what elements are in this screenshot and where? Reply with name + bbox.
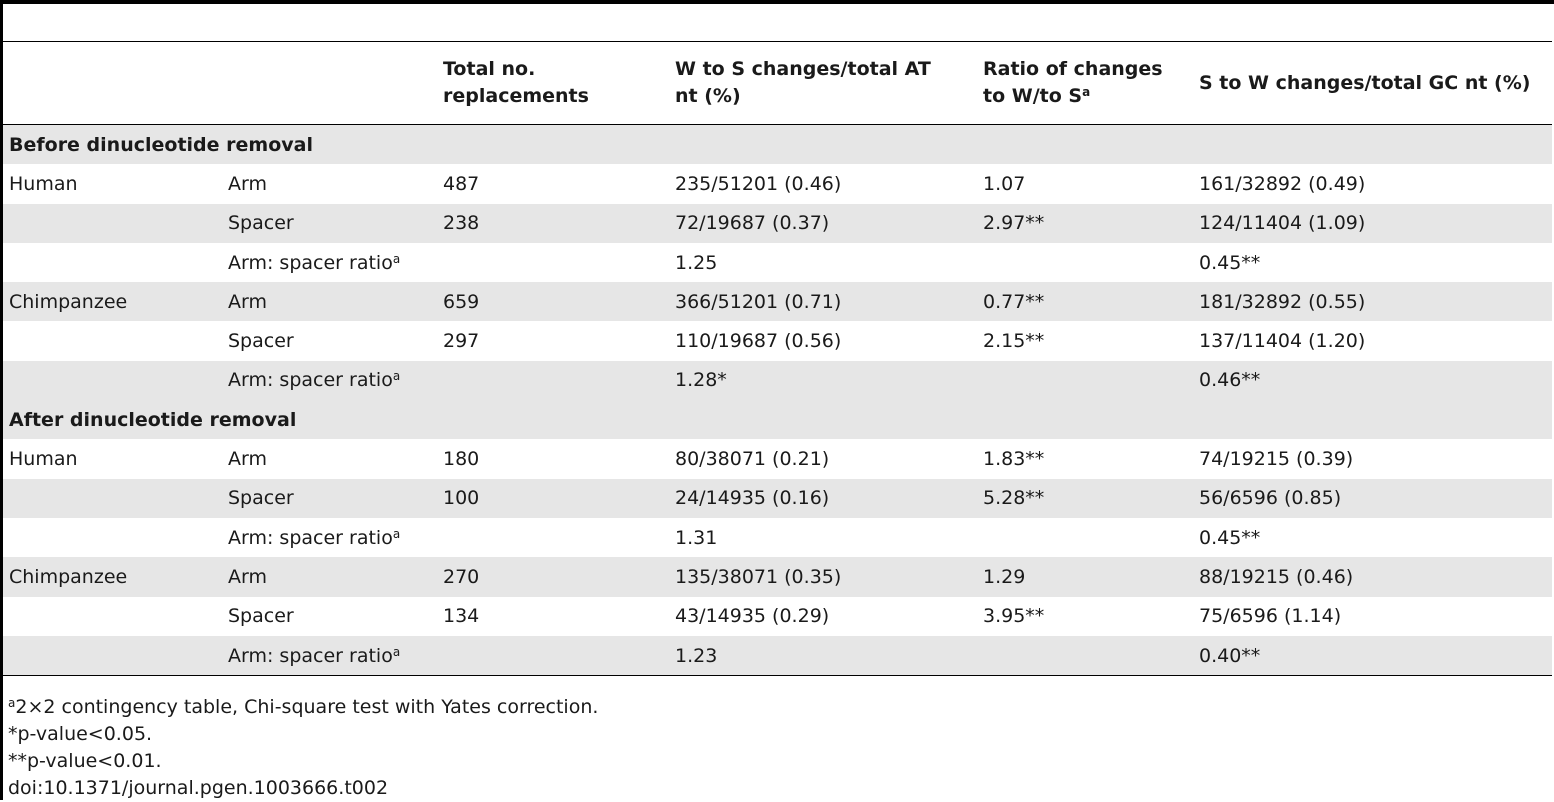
cell-species [3, 479, 222, 518]
footnote-text: 2×2 contingency table, Chi-square test with Yates correction. [15, 696, 599, 718]
table-row [3, 557, 1552, 596]
cell-ratio-text: 2.15** [983, 330, 1045, 353]
table-row [3, 361, 1552, 400]
table-row [3, 518, 1552, 557]
cell-ratio [977, 479, 1193, 518]
cell-species [3, 282, 222, 321]
cell-species [3, 597, 222, 636]
cell-ratio [977, 557, 1193, 596]
cell-ratio-text: 0.77** [983, 290, 1045, 313]
cell-total-replacements [437, 282, 669, 321]
cell-s-to-w-text: 181/32892 (0.55) [1199, 290, 1366, 313]
footnote-text: doi:10.1371/journal.pgen.1003666.t002 [8, 777, 389, 799]
table-row [3, 321, 1552, 360]
cell-s-to-w [1193, 636, 1552, 676]
cell-w-to-s [669, 204, 977, 243]
cell-species-text: Human [9, 172, 78, 195]
cell-total-replacements-text: 180 [443, 448, 480, 471]
cell-s-to-w [1193, 557, 1552, 596]
cell-region [222, 243, 437, 282]
section-title: Before dinucleotide removal [3, 125, 1552, 165]
cell-region-text: Spacer [228, 605, 294, 628]
table-row [3, 439, 1552, 478]
cell-region-text: Arm [228, 172, 267, 195]
section-header-row [3, 400, 1552, 439]
cell-ratio [977, 597, 1193, 636]
cell-w-to-s [669, 439, 977, 478]
cell-s-to-w-text: 74/19215 (0.39) [1199, 448, 1354, 471]
header-w-to-s-label: W to S changes/total AT nt (%) [675, 58, 931, 107]
cell-region-text: Spacer [228, 212, 294, 235]
cell-s-to-w [1193, 479, 1552, 518]
table-row [3, 636, 1552, 676]
cell-w-to-s [669, 361, 977, 400]
cell-ratio [977, 204, 1193, 243]
header-row [3, 42, 1552, 125]
cell-region-text: Arm: spacer ratio [228, 369, 393, 392]
cell-region [222, 518, 437, 557]
cell-s-to-w-text: 0.45** [1199, 526, 1261, 549]
cell-species [3, 636, 222, 676]
cell-s-to-w-text: 88/19215 (0.46) [1199, 565, 1354, 588]
cell-region-text: Arm: spacer ratio [228, 251, 393, 274]
cell-w-to-s-text: 1.31 [675, 526, 718, 549]
cell-region [222, 164, 437, 203]
cell-ratio [977, 518, 1193, 557]
cell-s-to-w-text: 137/11404 (1.20) [1199, 330, 1366, 353]
header-species [3, 42, 222, 125]
cell-w-to-s [669, 243, 977, 282]
cell-region [222, 204, 437, 243]
footnote-line [8, 721, 598, 748]
substitution-table [3, 41, 1552, 676]
header-total-replacements-label: Total no. replacements [443, 58, 589, 107]
cell-ratio-text: 2.97** [983, 212, 1045, 235]
footnote-line [8, 694, 598, 721]
footnote-mark: a [8, 696, 16, 710]
footnote-text: *p-value<0.05. [8, 723, 153, 745]
data-table-container [3, 41, 1552, 676]
cell-w-to-s [669, 518, 977, 557]
cell-total-replacements [437, 243, 669, 282]
table-row [3, 597, 1552, 636]
cell-total-replacements-text: 238 [443, 212, 480, 235]
cell-total-replacements [437, 321, 669, 360]
cell-s-to-w [1193, 282, 1552, 321]
cell-s-to-w [1193, 204, 1552, 243]
cell-region [222, 557, 437, 596]
cell-s-to-w [1193, 164, 1552, 203]
cell-total-replacements-text: 134 [443, 605, 480, 628]
cell-s-to-w [1193, 597, 1552, 636]
cell-region [222, 597, 437, 636]
header-ratio-label: Ratio of changes to W/to S [983, 58, 1163, 107]
cell-region-text: Arm: spacer ratio [228, 644, 393, 667]
cell-region-text: Arm [228, 290, 267, 313]
cell-w-to-s-text: 43/14935 (0.29) [675, 605, 830, 628]
header-ratio [977, 42, 1193, 125]
cell-ratio-text: 1.83** [983, 448, 1045, 471]
cell-ratio-text: 1.07 [983, 172, 1026, 195]
cell-w-to-s [669, 321, 977, 360]
table-row [3, 204, 1552, 243]
cell-ratio [977, 164, 1193, 203]
cell-region-text: Spacer [228, 487, 294, 510]
cell-w-to-s-text: 1.25 [675, 251, 718, 274]
cell-ratio [977, 282, 1193, 321]
cell-s-to-w-text: 56/6596 (0.85) [1199, 487, 1342, 510]
cell-ratio-text: 5.28** [983, 487, 1045, 510]
cell-w-to-s [669, 164, 977, 203]
cell-region [222, 282, 437, 321]
cell-w-to-s [669, 597, 977, 636]
cell-total-replacements [437, 597, 669, 636]
cell-total-replacements [437, 479, 669, 518]
cell-w-to-s-text: 72/19687 (0.37) [675, 212, 830, 235]
cell-ratio [977, 361, 1193, 400]
cell-total-replacements-text: 487 [443, 172, 480, 195]
cell-total-replacements-text: 270 [443, 565, 480, 588]
table-row [3, 164, 1552, 203]
section-title: After dinucleotide removal [3, 400, 1552, 439]
cell-w-to-s [669, 557, 977, 596]
cell-s-to-w [1193, 243, 1552, 282]
cell-total-replacements [437, 636, 669, 676]
cell-w-to-s-text: 1.23 [675, 644, 718, 667]
cell-w-to-s-text: 235/51201 (0.46) [675, 172, 842, 195]
cell-total-replacements [437, 439, 669, 478]
cell-w-to-s-text: 1.28* [675, 369, 727, 392]
footnote-mark: a [392, 644, 401, 659]
cell-total-replacements [437, 518, 669, 557]
cell-total-replacements [437, 164, 669, 203]
table-row [3, 243, 1552, 282]
cell-total-replacements [437, 557, 669, 596]
cell-total-replacements [437, 361, 669, 400]
cell-region [222, 361, 437, 400]
cell-w-to-s-text: 110/19687 (0.56) [675, 330, 842, 353]
table-body [3, 125, 1552, 676]
cell-region [222, 479, 437, 518]
cell-total-replacements-text: 659 [443, 290, 480, 313]
cell-species-text: Human [9, 448, 78, 471]
cell-species [3, 439, 222, 478]
cell-species [3, 204, 222, 243]
cell-species [3, 361, 222, 400]
cell-s-to-w-text: 161/32892 (0.49) [1199, 172, 1366, 195]
header-s-to-w: S to W changes/total GC nt (%) [1199, 71, 1531, 94]
cell-region-text: Arm: spacer ratio [228, 526, 393, 549]
cell-ratio [977, 321, 1193, 360]
footnote-mark: a [392, 526, 401, 541]
cell-w-to-s-text: 24/14935 (0.16) [675, 487, 830, 510]
section-header-row [3, 125, 1552, 165]
table-row [3, 282, 1552, 321]
footnote-line [8, 775, 598, 802]
cell-region-text: Arm [228, 448, 267, 471]
footnote-mark: a [392, 251, 401, 266]
header-ratio-footnote-mark: a [1082, 85, 1091, 99]
cell-ratio-text: 1.29 [983, 565, 1026, 588]
cell-region-text: Spacer [228, 330, 294, 353]
cell-species-text: Chimpanzee [9, 290, 128, 313]
cell-s-to-w [1193, 361, 1552, 400]
cell-region [222, 439, 437, 478]
cell-w-to-s-text: 135/38071 (0.35) [675, 565, 842, 588]
cell-species [3, 321, 222, 360]
cell-ratio-text: 3.95** [983, 605, 1045, 628]
cell-species [3, 243, 222, 282]
cell-s-to-w-text: 124/11404 (1.09) [1199, 212, 1366, 235]
footnote-mark: a [392, 369, 401, 384]
cell-species [3, 518, 222, 557]
cell-s-to-w-text: 0.45** [1199, 251, 1261, 274]
header-w-to-s [669, 42, 977, 125]
cell-ratio [977, 636, 1193, 676]
cell-total-replacements-text: 100 [443, 487, 480, 510]
table-header [3, 42, 1552, 125]
cell-region [222, 636, 437, 676]
cell-s-to-w [1193, 439, 1552, 478]
table-row [3, 479, 1552, 518]
cell-w-to-s [669, 479, 977, 518]
footnote-line [8, 748, 598, 775]
cell-w-to-s [669, 636, 977, 676]
table-footnotes [8, 694, 598, 802]
cell-s-to-w-text: 0.40** [1199, 644, 1261, 667]
cell-region [222, 321, 437, 360]
cell-total-replacements-text: 297 [443, 330, 480, 353]
footnote-text: **p-value<0.01. [8, 750, 162, 772]
cell-s-to-w [1193, 321, 1552, 360]
top-border-rule [0, 0, 1554, 4]
cell-s-to-w-text: 0.46** [1199, 369, 1261, 392]
cell-s-to-w [1193, 518, 1552, 557]
cell-region-text: Arm [228, 565, 267, 588]
cell-species-text: Chimpanzee [9, 565, 128, 588]
cell-ratio [977, 439, 1193, 478]
cell-total-replacements [437, 204, 669, 243]
cell-w-to-s [669, 282, 977, 321]
cell-w-to-s-text: 80/38071 (0.21) [675, 448, 830, 471]
cell-species [3, 164, 222, 203]
header-region [222, 42, 437, 125]
cell-ratio [977, 243, 1193, 282]
header-total-replacements [437, 42, 669, 125]
cell-species [3, 557, 222, 596]
cell-w-to-s-text: 366/51201 (0.71) [675, 290, 842, 313]
cell-s-to-w-text: 75/6596 (1.14) [1199, 605, 1342, 628]
